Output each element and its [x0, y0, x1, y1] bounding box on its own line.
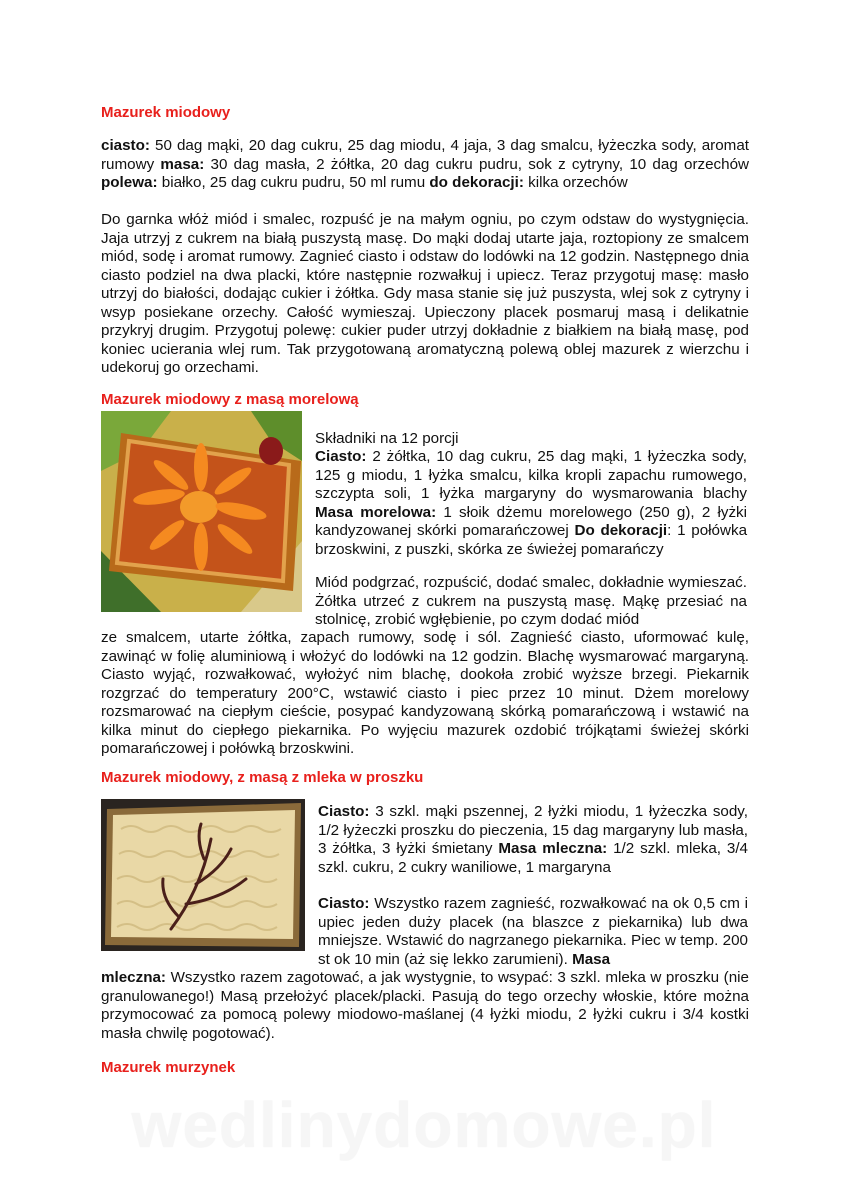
label-ciasto-method: Ciasto: — [318, 895, 370, 912]
recipe-title-mazurek-miodowy: Mazurek miodowy — [101, 104, 231, 121]
label-ciasto: ciasto: — [101, 137, 150, 154]
ingredients-masa-morelowa: 1 słoik dżemu morelowego (250 g), 2 łyżki kandyzowanej skórki pomarańczowej — [315, 503, 748, 539]
recipe3-ingredients — [318, 803, 748, 877]
method-ciasto: Wszystko razem zagnieść, rozwałkować na ok 0,5 cm i upiec jeden duży placek (na blaszce z piekarnika) lub dwa mniejsze. Wstawić do nagrzanego piekarnika. Piec w temp. 200 st ok 10 min (aż się lekko zarumieni). — [318, 895, 748, 968]
label-mleczna: mleczna: — [101, 969, 166, 986]
recipe1-method: Do garnka włóż miód i smalec, rozpuść je na małym ogniu, po czym odstaw do wystygnięcia. Jaja utrzyj z cukrem na białą puszystą masę. Do mąki dodaj utarte jaja, roztopiony ze smalcem miód, sodę i aromat rumowy. Zagnieć ciasto i odstaw do lodówki na 12 godzin. Następnego dnia ciasto podziel na dwa placki, które następnie rozwałkuj i upiecz. Teraz przygotuj masę: masło utrzyj do białości, dodając cukier i żółtka. Gdy masa stanie się już puszysta, wlej sok z cytryny i wsyp posiekane orzechy. Całość wymieszaj. Upieczony placek posmaruj masą i delikatnie przykryj drugim. Przygotuj polewę: cukier puder utrzyj dokładnie z białkiem na białą masę, pod koniec ucierania wlej rum. Tak przygotowaną aromatyczną polewą oblej mazurek z wierzchu i udekoruj go orzechami. — [101, 211, 749, 376]
label-masa-side: Masa — [572, 950, 611, 968]
recipe-title-mazurek-mleczny: Mazurek miodowy, z masą z mleka w proszku — [101, 769, 424, 786]
apricot-mazurek-photo — [101, 411, 302, 612]
watermark: wedlinydomowe.pl — [131, 1089, 717, 1161]
milk-mazurek-illustration — [101, 799, 305, 951]
ingredients-dekoracja: : 1 połówka brzoskwini, z puszki, skórka ze świeżej pomarańczy — [315, 522, 748, 558]
milk-mazurek-photo — [101, 799, 305, 951]
label-dekoracja: Do dekoracji — [574, 522, 668, 539]
ingredients-ciasto: 50 dag mąki, 20 dag cukru, 25 dag miodu, 4 jaja, 3 dag smalcu, łyżeczka sody, aromat rumowy — [101, 137, 749, 173]
method-masa: Wszystko razem zagotować, a jak wystygnie, to wsypać: 3 szkl. mleka w proszku (nie granulowanego!) Masą przełożyć placek/placki. Pasują do tego orzechy włoskie, które można przymocować za pomocą polewy miodowo-maślanej (4 łyżki miodu, 2 łyżki cukru i 3/4 kostki masła chwilę pogotować). — [101, 969, 749, 1042]
label-masa: masa: — [160, 155, 205, 173]
ingredients-polewa: białko, 25 dag cukru pudru, 50 ml rumu — [157, 174, 430, 191]
label-dekoracja: do dekoracji: — [429, 174, 524, 191]
ingredients-ciasto: 3 szkl. mąki pszennej, 2 łyżki miodu, 1 łyżeczka sody, 1/2 łyżeczki proszku do pieczenia, 15 dag margaryny lub masła, 3 żółtka, 3 łyżki śmietany — [318, 803, 748, 857]
ingredients-masa: 30 dag masła, 2 żółtka, 20 dag cukru pudru, sok z cytryny, 10 dag orzechów — [204, 155, 749, 173]
label-ciasto: Ciasto: — [315, 448, 367, 465]
recipe3-method — [101, 969, 749, 1043]
label-masa-morelowa: Masa morelowa: — [315, 503, 437, 521]
label-ciasto: Ciasto: — [318, 803, 370, 820]
recipe-title-mazurek-morelowy: Mazurek miodowy z masą morelową — [101, 391, 359, 408]
recipe2-method-side: Miód podgrzać, rozpuścić, dodać smalec, dokładnie wymieszać. Żółtka utrzeć z cukrem na puszystą masę. Mąkę przesiać na stolnicę, zrobić wgłębienie, po czym dodać miód — [315, 574, 747, 628]
recipe3-method-side — [318, 895, 748, 969]
recipe-title-mazurek-murzynek: Mazurek murzynek — [101, 1059, 236, 1076]
recipe1-ingredients — [101, 137, 749, 193]
recipe2-method: ze smalcem, utarte żółtka, zapach rumowy, sodę i sól. Zagnieść ciasto, uformować kulę, zawinąć w folię aluminiową i włożyć do lodówki na 12 godzin. Blachę wysmarować margaryną. Ciasto wyjąć, rozwałkować, wyłożyć nim blachę, dookoła zrobić wyższe brzegi. Piekarnik rozgrzać do temperatury 200°C, wstawić ciasto i piec przez 10 minut. Dżem morelowy rozsmarować na ciepłym cieście, posypać kandyzowaną skórką pomarańczową i wstawić na kilka minut do ciepłego piekarnika. Po wyjęciu mazurek ozdobić trójkątami świeżej skórki pomarańczowej i połówką brzoskwini. — [101, 629, 749, 757]
recipe2-portions: Składniki na 12 porcji — [315, 430, 459, 447]
ingredients-masa-mleczna: 1/2 szkl. mleka, 3/4 szkl. cukru, 2 cukry waniliowe, 1 margaryna — [318, 840, 749, 876]
label-polewa: polewa: — [101, 174, 158, 191]
ingredients-ciasto: 2 żółtka, 10 dag cukru, 25 dag mąki, 1 łyżeczka sody, 125 g miodu, 1 łyżka smalcu, kilka kropli zapachu rumowego, szczypta soli, 1 łyżka margaryny do wysmarowania blachy — [315, 448, 747, 502]
apricot-mazurek-illustration — [101, 411, 302, 612]
recipe2-ingredients — [315, 448, 747, 559]
label-masa-mleczna: Masa mleczna: — [498, 840, 608, 857]
ingredients-dekoracja: kilka orzechów — [523, 174, 628, 191]
